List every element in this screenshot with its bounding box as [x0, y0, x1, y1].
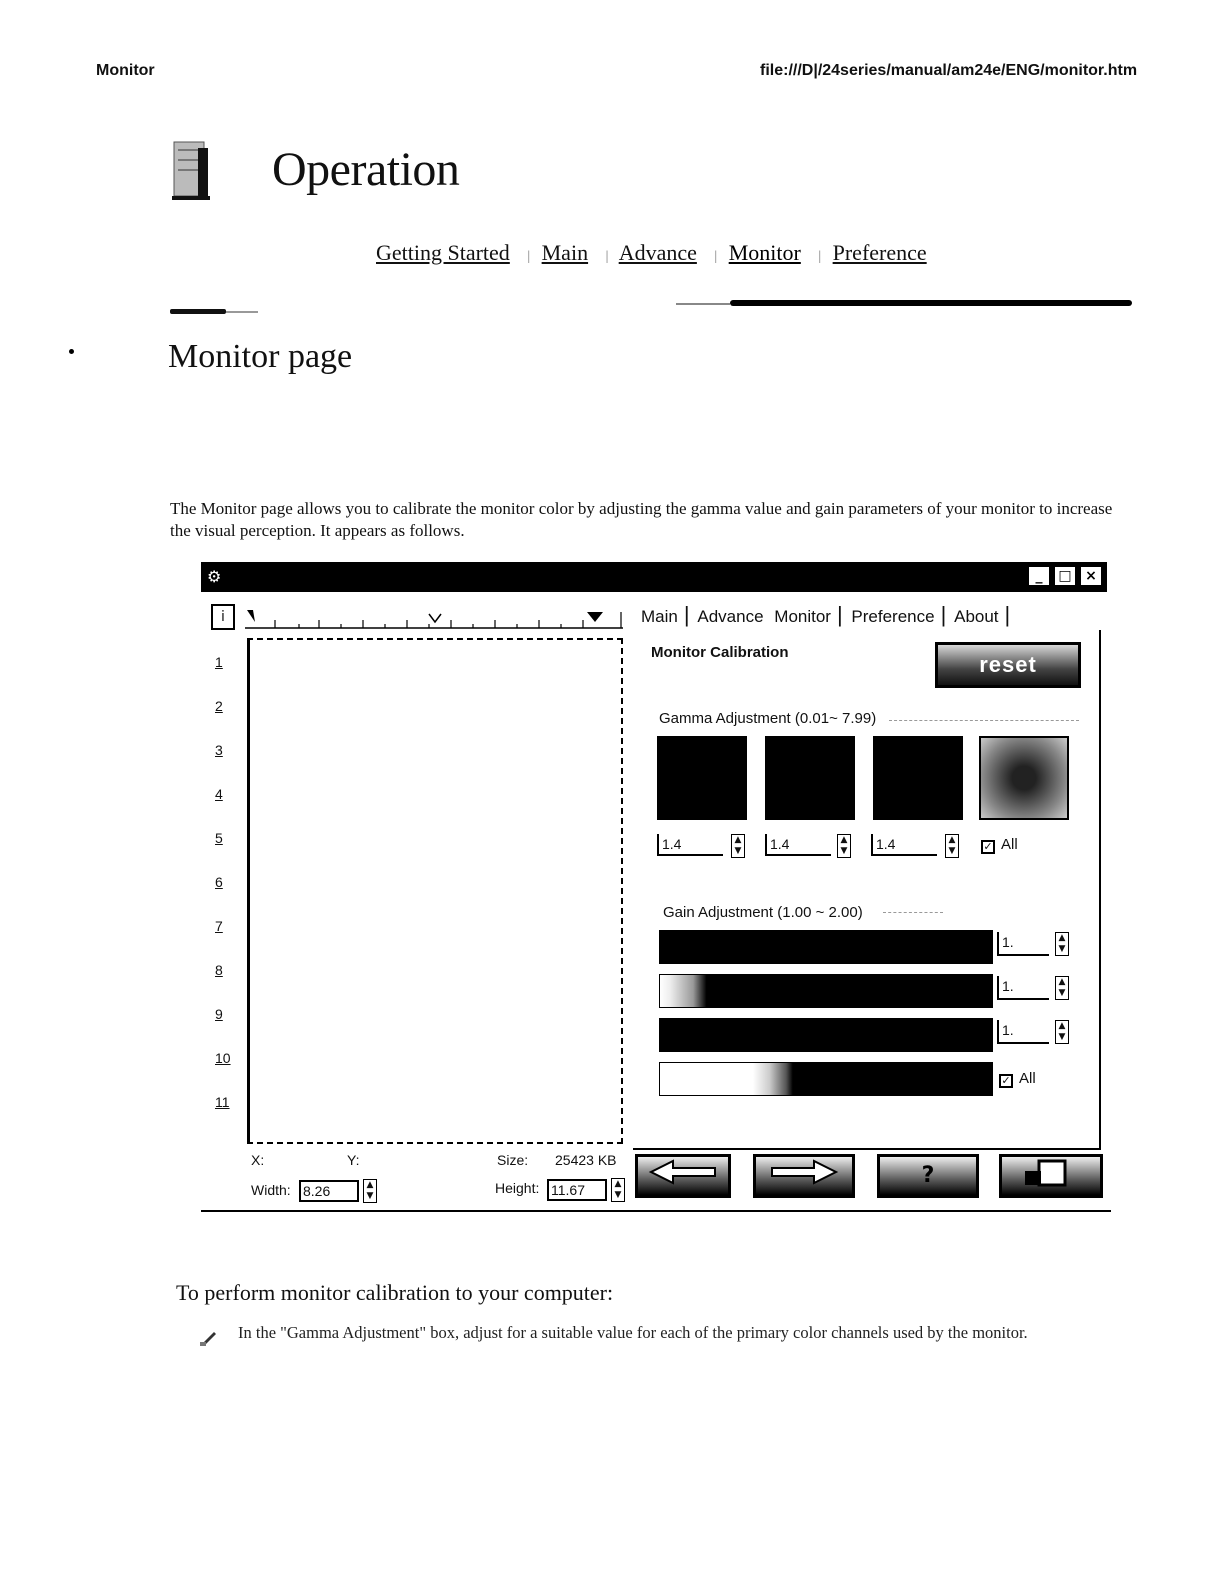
door-icon [1021, 1157, 1081, 1187]
checkmark-icon: ✓ [999, 1074, 1013, 1088]
app-icon: ⚙ [207, 567, 222, 586]
gain-all-checkbox[interactable] [999, 1070, 1036, 1088]
instructions-heading: To perform monitor calibration to your computer: [176, 1280, 614, 1305]
app-window [201, 562, 1109, 1212]
gamma-green-stepper[interactable]: ▲ ▼ [837, 834, 851, 858]
gain-blue-input[interactable]: 1. [997, 1020, 1049, 1044]
pencil-bullet-icon [200, 1330, 218, 1346]
ruler-num: 1 [215, 654, 223, 670]
ruler-num: 7 [215, 918, 223, 934]
monitor-tab-panel [633, 630, 1101, 1150]
ruler-num: 9 [215, 1006, 223, 1022]
reset-button[interactable]: reset [935, 642, 1081, 688]
divider-left-tail [226, 311, 258, 313]
width-input[interactable]: 8.26 [299, 1180, 359, 1202]
x-coord-label: X: [251, 1152, 265, 1168]
arrow-right-icon [764, 1157, 844, 1187]
horizontal-ruler[interactable] [245, 606, 625, 632]
ruler-num: 8 [215, 962, 223, 978]
y-coord-label: Y: [347, 1152, 360, 1168]
arrow-left-icon [643, 1157, 723, 1187]
window-titlebar [201, 562, 1107, 592]
tab-bar: Main | Advance Monitor | Preference | About | [641, 602, 1011, 627]
size-value: 25423 KB [555, 1152, 617, 1168]
tab-main[interactable]: Main [641, 607, 678, 626]
gain-red-stepper[interactable]: ▲ ▼ [1055, 932, 1069, 956]
gamma-red-stepper[interactable]: ▲ ▼ [731, 834, 745, 858]
gain-all-bar[interactable] [659, 1062, 993, 1096]
gain-group-title: Gain Adjustment (1.00 ~ 2.00) [663, 904, 863, 921]
checkmark-icon: ✓ [981, 840, 995, 854]
width-stepper[interactable]: ▲ ▼ [363, 1179, 377, 1203]
height-input[interactable]: 11.67 [547, 1179, 607, 1201]
ruler-num: 4 [215, 786, 223, 802]
gain-red-input[interactable]: 1. [997, 932, 1049, 956]
top-nav: Getting Started | Main | Advance | Monitor | Preference [376, 240, 927, 265]
help-button[interactable]: ? [877, 1154, 979, 1198]
ruler-num: 6 [215, 874, 223, 890]
ruler-num: 11 [215, 1094, 230, 1110]
gain-blue-stepper[interactable]: ▲ ▼ [1055, 1020, 1069, 1044]
info-button[interactable]: i [211, 604, 235, 630]
size-label: Size: [497, 1152, 529, 1168]
gamma-blue-input[interactable]: 1.4 [871, 834, 937, 856]
gain-green-stepper[interactable]: ▲ ▼ [1055, 976, 1069, 1000]
gamma-red-swatch [657, 736, 747, 820]
section-title: Monitor page [168, 338, 353, 375]
gamma-group-title: Gamma Adjustment (0.01~ 7.99) [659, 710, 877, 727]
close-button[interactable]: × [1079, 565, 1103, 587]
minimize-button[interactable]: _ [1027, 565, 1051, 587]
tab-about[interactable]: About [954, 607, 999, 626]
gamma-all-label: All [1001, 836, 1018, 853]
gain-blue-bar[interactable] [659, 1018, 993, 1052]
ruler-num: 3 [215, 742, 223, 758]
margin-dot [69, 349, 74, 354]
ruler-num: 2 [215, 698, 223, 714]
divider-right [730, 300, 1132, 306]
vertical-ruler[interactable] [213, 640, 243, 1152]
height-stepper[interactable]: ▲ ▼ [611, 1178, 625, 1202]
gamma-all-checkbox[interactable] [981, 836, 1018, 854]
gain-green-bar[interactable] [659, 974, 993, 1008]
maximize-button[interactable]: □ [1053, 565, 1077, 587]
gamma-blue-swatch [873, 736, 963, 820]
gain-green-input[interactable]: 1. [997, 976, 1049, 1000]
width-label: Width: [251, 1182, 291, 1198]
next-button[interactable] [753, 1154, 855, 1198]
gamma-blue-stepper[interactable]: ▲ ▼ [945, 834, 959, 858]
divider-right-tail [676, 303, 730, 305]
nav-preference[interactable]: Preference [832, 240, 927, 265]
gamma-green-swatch [765, 736, 855, 820]
nav-main[interactable]: Main [541, 240, 589, 265]
ruler-num: 5 [215, 830, 223, 846]
gamma-all-swatch [979, 736, 1069, 820]
preview-canvas[interactable] [247, 638, 623, 1144]
exit-button[interactable] [999, 1154, 1103, 1198]
nav-monitor[interactable]: Monitor [728, 240, 801, 265]
nav-advance[interactable]: Advance [618, 240, 697, 265]
gamma-red-input[interactable]: 1.4 [657, 834, 723, 856]
height-label: Height: [495, 1180, 540, 1196]
tab-advance[interactable]: Advance [697, 607, 764, 626]
gamma-green-input[interactable]: 1.4 [765, 834, 831, 856]
instruction-step: In the "Gamma Adjustment" box, adjust for a suitable value for each of the primary color channels used by the monitor. [238, 1323, 1028, 1342]
nav-getting-started[interactable]: Getting Started [376, 240, 510, 265]
settings-panel [633, 592, 1109, 1212]
intro-paragraph: The Monitor page allows you to calibrate the monitor color by adjusting the gamma value and gain parameters of your monitor to increase the visual perception. It appears as follows. [170, 499, 1113, 540]
previous-button[interactable] [635, 1154, 731, 1198]
ruler-num: 10 [215, 1050, 231, 1066]
tab-preference[interactable]: Preference [851, 607, 935, 626]
window-bottom-rule [201, 1210, 1111, 1212]
tab-monitor[interactable]: Monitor [774, 607, 831, 626]
book-icon [172, 138, 210, 202]
page-header-title: Monitor [96, 62, 155, 79]
gain-all-label: All [1019, 1070, 1036, 1087]
gain-red-bar[interactable] [659, 930, 993, 964]
divider-left [170, 309, 226, 314]
calibration-title: Monitor Calibration [651, 644, 789, 661]
page-title: Operation [272, 143, 460, 196]
page-header-path: file:///D|/24series/manual/am24e/ENG/monitor.htm [760, 62, 1138, 79]
preview-panel [201, 592, 631, 1212]
